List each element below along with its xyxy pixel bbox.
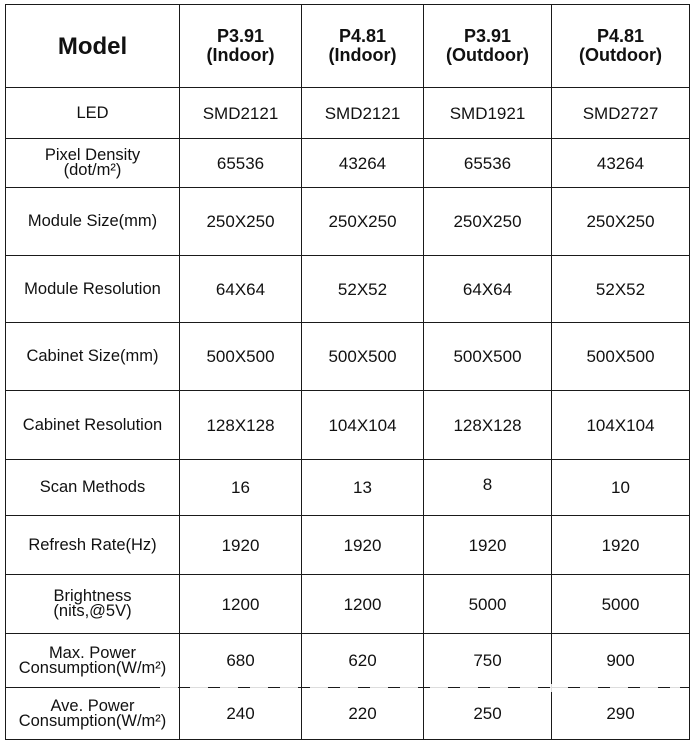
table-row <box>6 575 690 634</box>
column-model: P3.91 <box>463 26 512 46</box>
table-row <box>6 391 690 460</box>
row-label: Refresh Rate(Hz) <box>6 516 180 575</box>
column-environment: (Indoor) <box>206 45 275 65</box>
row-label: Scan Methods <box>6 460 180 516</box>
table-cell: 43264 <box>552 139 690 188</box>
table-row <box>6 188 690 256</box>
column-model: P4.81 <box>596 26 645 46</box>
spec-table <box>5 4 690 740</box>
table-cell: 16 <box>180 460 302 516</box>
table-cell: 500X500 <box>180 323 302 391</box>
table-cell: 64X64 <box>424 256 552 323</box>
table-cell: SMD2727 <box>552 88 690 139</box>
table-cell: 5000 <box>424 575 552 634</box>
column-model: P4.81 <box>338 26 387 46</box>
table-cell: 52X52 <box>302 256 424 323</box>
table-row <box>6 88 690 139</box>
header-row <box>6 5 690 88</box>
table-cell: 52X52 <box>552 256 690 323</box>
table-cell: 250X250 <box>552 188 690 256</box>
row-label-main: Pixel Density <box>44 146 141 164</box>
table-row <box>6 256 690 323</box>
column-environment: (Outdoor) <box>579 45 662 65</box>
column-header <box>424 5 552 88</box>
table-cell: 10 <box>552 460 690 516</box>
table-cell: 680 <box>180 634 302 688</box>
table-cell: 5000 <box>552 575 690 634</box>
row-label-main: Ave. Power <box>50 696 135 715</box>
row-label-sub: Consumption(W/m²) <box>18 658 167 677</box>
table-cell: 750 <box>424 634 552 688</box>
row-label: LED <box>6 88 180 139</box>
table-cell: 1920 <box>302 516 424 575</box>
table-cell: 43264 <box>302 139 424 188</box>
table-cell: 500X500 <box>424 323 552 391</box>
table-cell: 128X128 <box>424 391 552 460</box>
table-row <box>6 323 690 391</box>
row-label <box>6 139 180 188</box>
table-row <box>6 460 690 516</box>
table-cell: 250X250 <box>424 188 552 256</box>
row-label: Module Resolution <box>6 256 180 323</box>
table-cell: 65536 <box>424 139 552 188</box>
row-label: Cabinet Size(mm) <box>6 323 180 391</box>
table-cell: SMD2121 <box>180 88 302 139</box>
row-label: Cabinet Resolution <box>6 391 180 460</box>
table-cell: 250X250 <box>302 188 424 256</box>
table-cell: 65536 <box>180 139 302 188</box>
table-cell: 13 <box>302 460 424 516</box>
column-header <box>552 5 690 88</box>
row-label-main: Brightness <box>53 587 132 605</box>
column-model: P3.91 <box>216 26 265 46</box>
row-label: Module Size(mm) <box>6 188 180 256</box>
row-label-sub: (nits,@5V) <box>53 602 132 620</box>
table-row <box>6 688 690 740</box>
column-environment: (Outdoor) <box>446 45 529 65</box>
table-cell: 104X104 <box>552 391 690 460</box>
table-cell: 500X500 <box>302 323 424 391</box>
table-cell: 1920 <box>552 516 690 575</box>
table-row <box>6 139 690 188</box>
table-cell: 290 <box>552 688 690 740</box>
header-model-label: Model <box>6 5 180 88</box>
table-row <box>6 634 690 688</box>
table-cell: 240 <box>180 688 302 740</box>
column-environment: (Indoor) <box>328 45 397 65</box>
table-cell: 1920 <box>424 516 552 575</box>
table-cell: 900 <box>552 634 690 688</box>
table-cell: SMD2121 <box>302 88 424 139</box>
table-cell: 250 <box>424 688 552 740</box>
table-cell: 1920 <box>180 516 302 575</box>
table-row <box>6 516 690 575</box>
table-cell: 128X128 <box>180 391 302 460</box>
table-cell: 220 <box>302 688 424 740</box>
row-label <box>6 688 180 740</box>
table-cell: 500X500 <box>552 323 690 391</box>
row-label <box>6 575 180 634</box>
column-header <box>302 5 424 88</box>
table-cell: 620 <box>302 634 424 688</box>
table-cell: 250X250 <box>180 188 302 256</box>
column-header <box>180 5 302 88</box>
table-cell: 1200 <box>180 575 302 634</box>
row-label-sub: (dot/m²) <box>63 161 122 179</box>
table-cell: 8 <box>424 460 552 516</box>
row-label-sub: Consumption(W/m²) <box>18 711 167 730</box>
table-cell: 104X104 <box>302 391 424 460</box>
row-label <box>6 634 180 688</box>
table-cell: SMD1921 <box>424 88 552 139</box>
scan-artifact <box>160 684 680 692</box>
table-cell: 1200 <box>302 575 424 634</box>
table-cell: 64X64 <box>180 256 302 323</box>
row-label-main: Max. Power <box>48 643 137 662</box>
